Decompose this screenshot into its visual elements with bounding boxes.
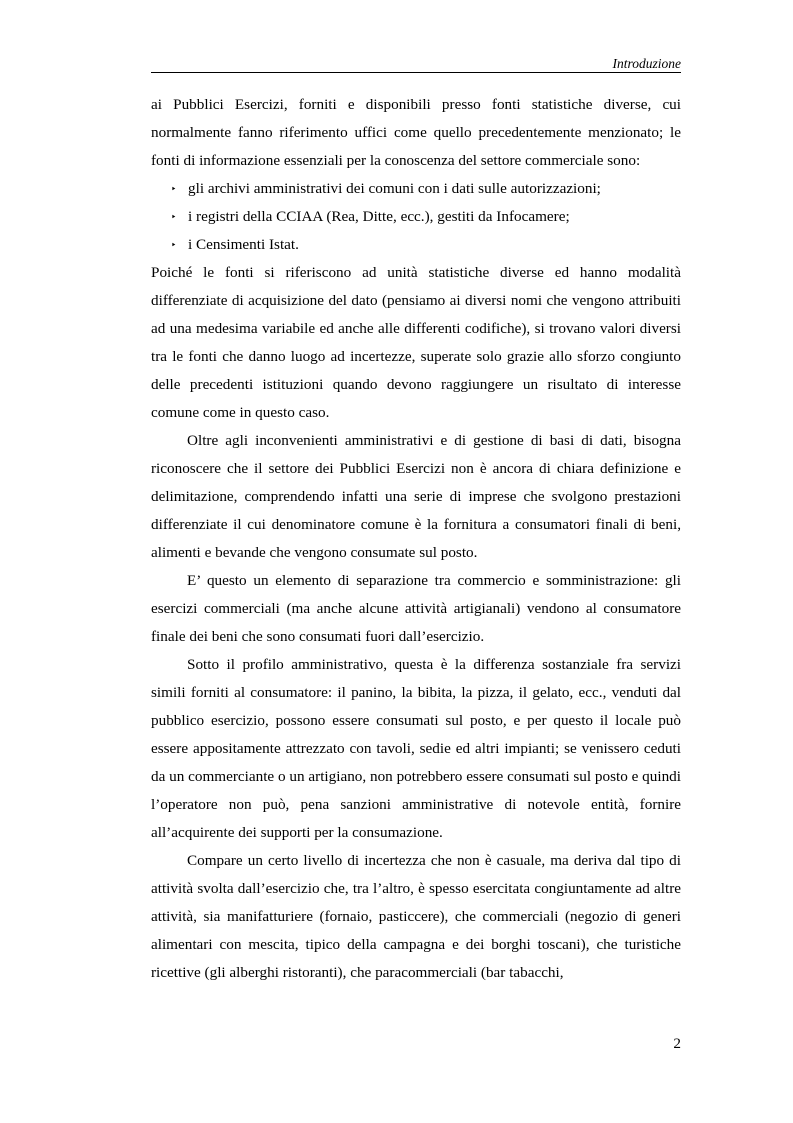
list-item [151, 231, 681, 259]
bullet-list [151, 175, 681, 259]
paragraph: Compare un certo livello di incertezza che non è casuale, ma deriva dal tipo di attività svolta dall’esercizio che, tra l’altro, è spesso esercitata congiuntamente ad altre attività, sia manifatturiere (fornaio, pasticcere), che commerciali (negozio di generi alimentari con mescita, tipico della campagna e dei borghi toscani), che turistiche ricettive (gli alberghi ristoranti), che paracommerciali (bar tabacchi, [151, 852, 681, 981]
paragraph: Sotto il profilo amministrativo, questa è la differenza sostanziale fra servizi simili forniti al consumatore: il panino, la bibita, la pizza, il gelato, ecc., venduti dal pubblico esercizio, possono essere consumati sul posto, e per questo il locale può essere appositamente attrezzato con tavoli, sedie ed altri impianti; se venissero ceduti da un commerciante o un artigiano, non potrebbero essere consumati sul posto e quindi l’operatore non può, pena sanzioni amministrative di notevole entità, fornire all’acquirente dei supporti per la consumazione. [151, 656, 681, 841]
body-text [151, 91, 681, 987]
list-item-text: i registri della CCIAA (Rea, Ditte, ecc.), gestiti da Infocamere; [188, 208, 570, 225]
header-rule [151, 72, 681, 73]
list-item [151, 203, 681, 231]
list-item-text: gli archivi amministrativi dei comuni con i dati sulle autorizzazioni; [188, 180, 601, 197]
bullet-arrow-icon: ‣ [171, 184, 177, 194]
list-item [151, 175, 681, 203]
paragraph-intro: ai Pubblici Esercizi, forniti e disponibili presso fonti statistiche diverse, cui normalmente fanno riferimento uffici come quello precedentemente menzionato; le fonti di informazione essenziali per la conoscenza del settore commerciale sono: [151, 96, 681, 169]
running-header-title: Introduzione [612, 56, 681, 71]
paragraph: Poiché le fonti si riferiscono ad unità statistiche diverse ed hanno modalità differenziate di acquisizione del dato (pensiamo ai diversi nomi che vengono attribuiti ad una medesima variabile ed anche alle differenti codifiche), si trovano valori diversi tra le fonti che danno luogo ad incertezze, superate solo grazie allo sforzo congiunto delle precedenti istituzioni quando devono raggiungere un risultato di interesse comune come in questo caso. [151, 264, 681, 421]
paragraph: E’ questo un elemento di separazione tra commercio e somministrazione: gli esercizi commerciali (ma anche alcune attività artigianali) vendono al consumatore finale dei beni che sono consumati fuori dall’esercizio. [151, 572, 681, 645]
list-item-text: i Censimenti Istat. [188, 236, 299, 253]
page-number: 2 [673, 1035, 681, 1052]
bullet-arrow-icon: ‣ [171, 212, 177, 222]
bullet-arrow-icon: ‣ [171, 240, 177, 250]
paragraph: Oltre agli inconvenienti amministrativi e di gestione di basi di dati, bisogna riconoscere che il settore dei Pubblici Esercizi non è ancora di chiara definizione e delimitazione, comprendendo infatti una serie di imprese che svolgono prestazioni differenziate il cui denominatore comune è la fornitura a consumatori finali di beni, alimenti e bevande che vengono consumate sul posto. [151, 432, 681, 561]
